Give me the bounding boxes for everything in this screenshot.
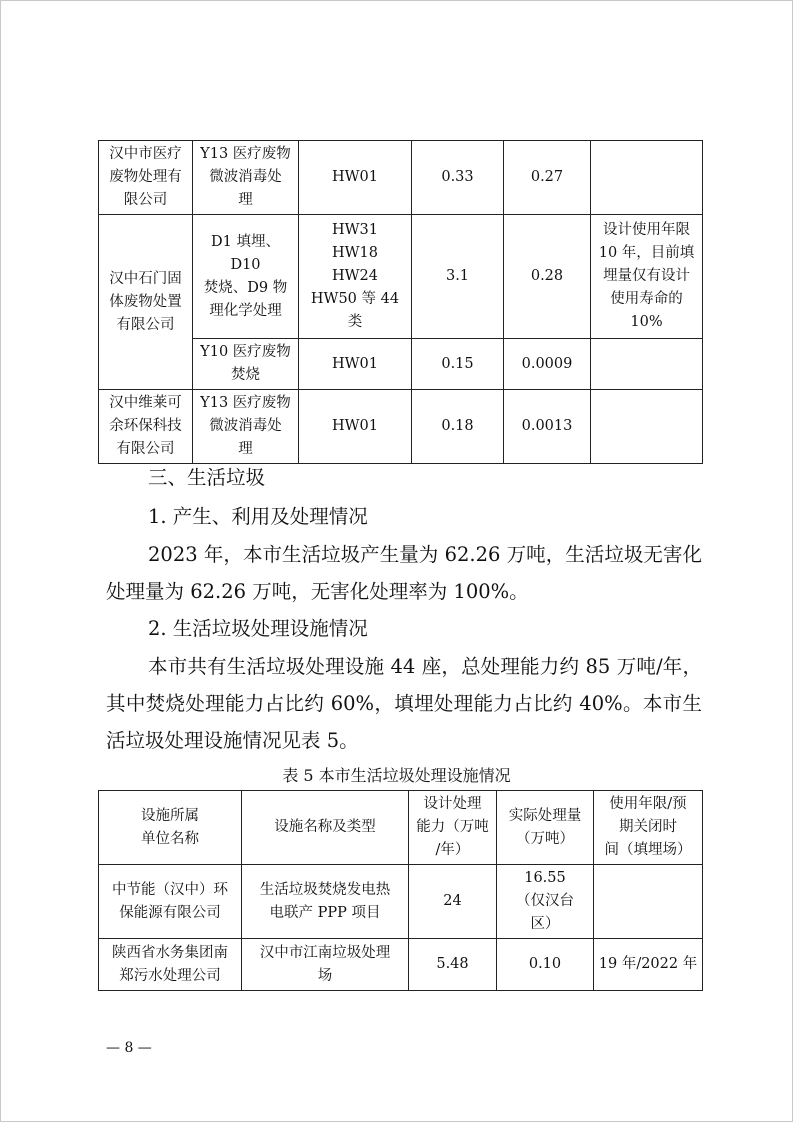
capacity-cell: 24 [409,865,497,939]
actual-cell: 0.28 [504,215,591,339]
header-name: 设施名称及类型 [242,791,409,865]
name-cell: 汉中市江南垃圾处理 场 [242,939,409,991]
header-unit: 设施所属 单位名称 [99,791,242,865]
table-row [99,215,703,339]
years-cell [594,865,703,939]
actual-cell: 0.27 [504,141,591,215]
subsection-heading-1: 1. 产生、利用及处理情况 [148,505,368,528]
table-caption: 表 5 本市生活垃圾处理设施情况 [282,766,511,785]
header-capacity: 设计处理 能力（万吨 /年） [409,791,497,865]
note-cell [591,339,703,390]
actual-cell: 0.0013 [504,390,591,464]
subsection-heading-2: 2. 生活垃圾处理设施情况 [148,617,368,640]
table-row [99,141,703,215]
header-actual: 实际处理量 （万吨） [497,791,594,865]
actual-cell: 0.10 [497,939,594,991]
unit-cell: 汉中维莱可 余环保科技 有限公司 [99,390,193,464]
note-cell [591,141,703,215]
table-header-row [99,791,703,865]
header-years: 使用年限/预 期关闭时 间（填埋场） [594,791,703,865]
method-cell: Y13 医疗废物 微波消毒处 理 [193,390,299,464]
method-cell: Y10 医疗废物 焚烧 [193,339,299,390]
table-row [99,939,703,991]
codes-cell: HW01 [299,339,412,390]
unit-cell: 汉中市医疗 废物处理有 限公司 [99,141,193,215]
years-cell: 19 年/2022 年 [594,939,703,991]
section-heading: 三、生活垃圾 [148,466,266,489]
unit-cell: 中节能（汉中）环 保能源有限公司 [99,865,242,939]
method-cell: D1 填埋、D10 焚烧、D9 物 理化学处理 [193,215,299,339]
codes-cell: HW01 [299,390,412,464]
note-cell: 设计使用年限 10 年，目前填 埋量仅有设计 使用寿命的 10% [591,215,703,339]
paragraph-generation: 2023 年，本市生活垃圾产生量为 62.26 万吨，生活垃圾无害化处理量为 62.26 万吨，无害化处理率为 100%。 [106,543,702,603]
name-cell: 生活垃圾焚烧发电热 电联产 PPP 项目 [242,865,409,939]
codes-cell: HW31 HW18 HW24 HW50 等 44 类 [299,215,412,339]
hazardous-waste-facility-table [98,140,703,464]
table-row [99,390,703,464]
capacity-cell: 3.1 [412,215,504,339]
capacity-cell: 5.48 [409,939,497,991]
capacity-cell: 0.18 [412,390,504,464]
capacity-cell: 0.15 [412,339,504,390]
capacity-cell: 0.33 [412,141,504,215]
unit-cell: 陕西省水务集团南 郑污水处理公司 [99,939,242,991]
page-number: — 8 — [106,1040,152,1056]
household-waste-facility-table [98,790,703,991]
note-cell [591,390,703,464]
actual-cell: 16.55 （仅汉台 区） [497,865,594,939]
unit-cell: 汉中石门固 体废物处置 有限公司 [99,215,193,390]
paragraph-facilities: 本市共有生活垃圾处理设施 44 座，总处理能力约 85 万吨/年，其中焚烧处理能力占比约 60%，填埋处理能力占比约 40%。本市生活垃圾处理设施情况见表 5。 [106,655,702,752]
table-row [99,865,703,939]
actual-cell: 0.0009 [504,339,591,390]
method-cell: Y13 医疗废物 微波消毒处 理 [193,141,299,215]
codes-cell: HW01 [299,141,412,215]
